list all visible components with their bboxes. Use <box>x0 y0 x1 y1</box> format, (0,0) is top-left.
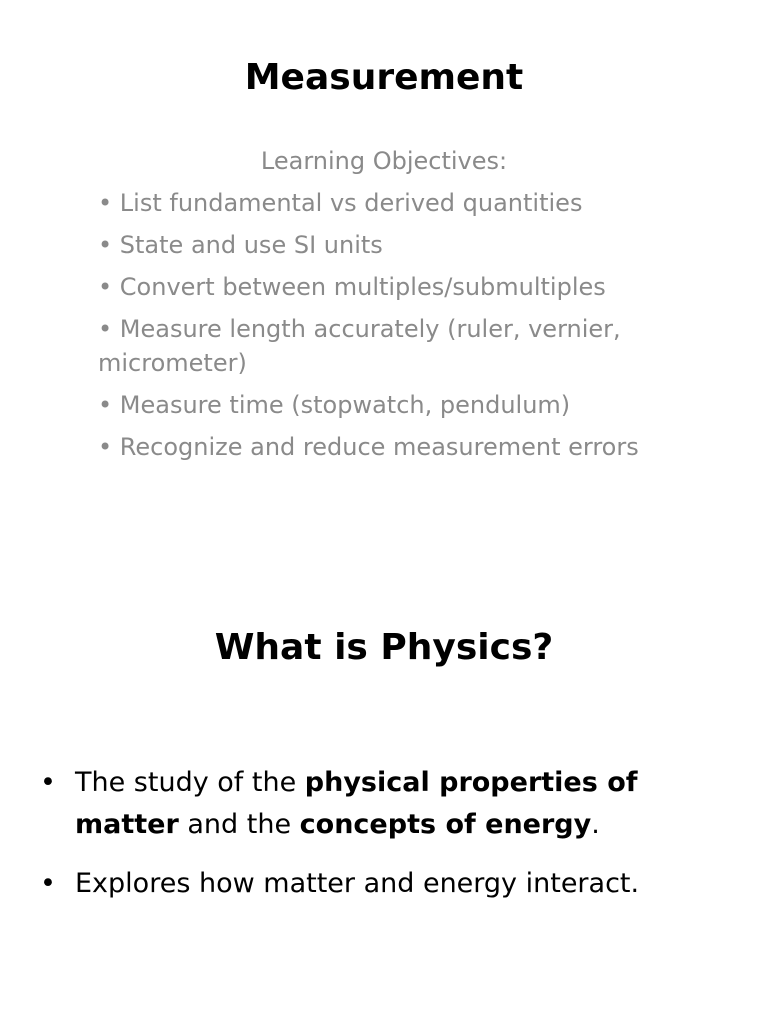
slide-what-is-physics <box>0 512 768 1024</box>
slide-title: Measurement <box>244 57 524 98</box>
objectives-heading: Learning Objectives: <box>260 147 508 175</box>
objective-item: • Measure time (stopwatch, pendulum) <box>98 391 571 419</box>
bullet-text: Explores how matter and energy interact. <box>75 868 640 899</box>
bullet-text: . <box>591 809 600 840</box>
objective-item: • Measure length accurately (ruler, vernier, micrometer) <box>98 315 621 377</box>
objective-item: • State and use SI units <box>98 231 383 259</box>
objective-list <box>98 186 688 464</box>
bold-phrase: physical properties of matter <box>75 767 638 840</box>
bullet-text: The study of the <box>75 767 305 798</box>
bullet-item <box>40 762 740 846</box>
bold-phrase: concepts of energy <box>299 809 592 840</box>
objective-item: • List fundamental vs derived quantities <box>98 189 583 217</box>
objective-item: • Convert between multiples/submultiples <box>98 273 606 301</box>
objective-item: • Recognize and reduce measurement errors <box>98 433 639 461</box>
bullet-marker: • <box>40 767 56 798</box>
bullet-item <box>40 863 740 905</box>
bullet-text: and the <box>178 809 300 840</box>
bullet-list <box>40 762 740 922</box>
slide-title: What is Physics? <box>214 627 554 668</box>
bullet-marker: • <box>40 868 56 899</box>
learning-objectives <box>98 144 688 472</box>
